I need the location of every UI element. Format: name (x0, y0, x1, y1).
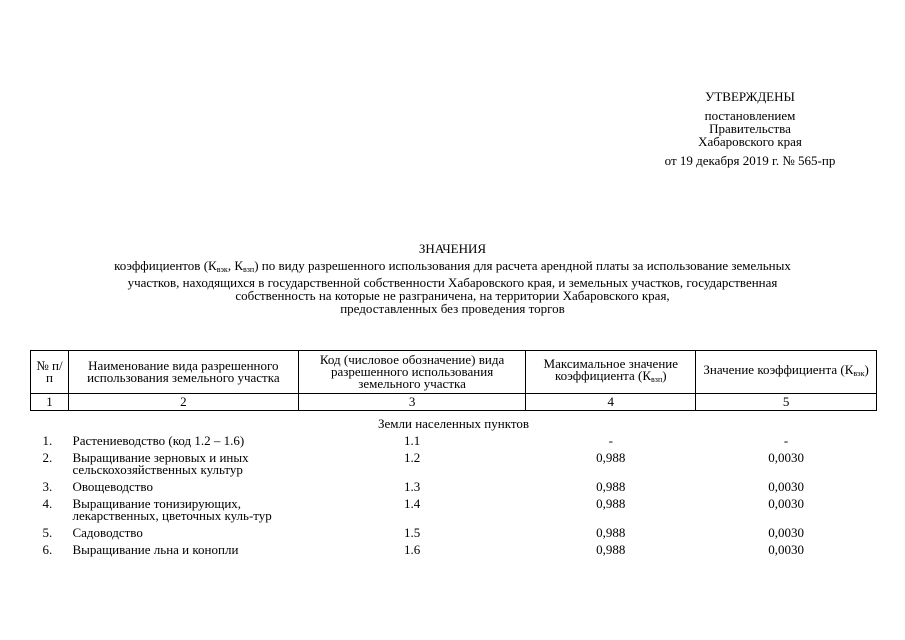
document-heading (40, 242, 865, 315)
column-number: 3 (298, 394, 526, 411)
column-number: 4 (526, 394, 696, 411)
coefficients-table (30, 350, 877, 558)
approval-line-2: Правительства (709, 121, 791, 136)
section-row (31, 411, 877, 433)
table-row (31, 432, 877, 449)
row-use-type: Растениеводство (код 1.2 – 1.6) (72, 433, 245, 448)
header-coefficient (696, 351, 877, 394)
header-coef-end: ) (864, 362, 869, 377)
row-code: 1.2 (403, 450, 421, 465)
heading-line-1-mid: , К (227, 258, 243, 273)
approval-block (640, 90, 860, 167)
row-code: 1.6 (403, 542, 421, 557)
header-max-end: ) (662, 368, 667, 383)
column-number: 1 (31, 394, 69, 411)
row-number: 2. (42, 450, 53, 465)
section-title: Земли населенных пунктов (378, 416, 529, 431)
row-coefficient: 0,0030 (768, 496, 804, 511)
table-row (31, 478, 877, 495)
row-max-coefficient: 0,988 (596, 479, 626, 494)
row-number: 4. (42, 496, 53, 511)
row-use-type: Овощеводство (72, 479, 153, 494)
column-number: 2 (68, 394, 298, 411)
row-max-coefficient: 0,988 (596, 496, 626, 511)
approval-line-1: постановлением (704, 108, 796, 123)
row-use-type: Садоводство (72, 525, 143, 540)
row-code: 1.4 (403, 496, 421, 511)
header-coef-sub: вэк (853, 369, 865, 378)
header-max-sub: взп (651, 375, 663, 384)
row-max-coefficient: 0,988 (596, 542, 626, 557)
heading-title: ЗНАЧЕНИЯ (418, 241, 487, 256)
row-code: 1.5 (403, 525, 421, 540)
row-coefficient: 0,0030 (768, 479, 804, 494)
row-max-coefficient: 0,988 (596, 450, 626, 465)
column-number: 5 (696, 394, 877, 411)
header-max-text: Максимальное значение коэффициента (К (543, 356, 679, 383)
row-coefficient: 0,0030 (768, 542, 804, 557)
table-row (31, 541, 877, 558)
heading-line-1-post: ) по виду разрешенного использования для расчета арендной платы за использование земельных (254, 258, 791, 273)
heading-sub-1: вэк (216, 265, 228, 274)
row-max-coefficient: - (608, 433, 613, 448)
column-number-row (31, 394, 877, 411)
row-use-type: Выращивание тонизирующих, лекарственных, цветочных куль-тур (72, 496, 272, 523)
heading-line-1-pre: коэффициентов (К (114, 258, 217, 273)
row-coefficient: 0,0030 (768, 525, 804, 540)
row-use-type: Выращивание зерновых и иных сельскохозяйственных культур (72, 450, 249, 477)
header-max-coefficient (526, 351, 696, 394)
row-coefficient: 0,0030 (768, 450, 804, 465)
header-coef-text: Значение коэффициента (К (703, 362, 854, 377)
table-header-row (31, 351, 877, 394)
heading-line-4: предоставленных без проведения торгов (340, 301, 565, 316)
table-row (31, 449, 877, 478)
heading-sub-2: взп (242, 265, 255, 274)
approval-line-3: Хабаровского края (698, 134, 802, 149)
row-code: 1.1 (403, 433, 421, 448)
row-number: 6. (42, 542, 53, 557)
row-number: 1. (42, 433, 53, 448)
header-use-type: Наименование вида разрешенного использования земельного участка (68, 351, 298, 394)
row-number: 3. (42, 479, 53, 494)
row-coefficient: - (783, 433, 789, 448)
table-row (31, 495, 877, 524)
row-use-type: Выращивание льна и конопли (72, 542, 239, 557)
heading-line-2: участков, находящихся в государственной собственности Хабаровского края, и земельных участков, государственная (127, 275, 778, 290)
approval-date: от 19 декабря 2019 г. № 565-пр (664, 153, 836, 168)
approval-title: УТВЕРЖДЕНЫ (705, 89, 795, 104)
header-code: Код (числовое обозначение) вида разрешенного использования земельного участка (298, 351, 526, 394)
row-number: 5. (42, 525, 53, 540)
row-max-coefficient: 0,988 (596, 525, 626, 540)
table-row (31, 524, 877, 541)
header-number: № п/п (31, 351, 69, 394)
heading-line-1 (40, 259, 865, 276)
heading-line-3: собственность на которые не разграничена, на территории Хабаровского края, (235, 288, 670, 303)
row-code: 1.3 (403, 479, 421, 494)
